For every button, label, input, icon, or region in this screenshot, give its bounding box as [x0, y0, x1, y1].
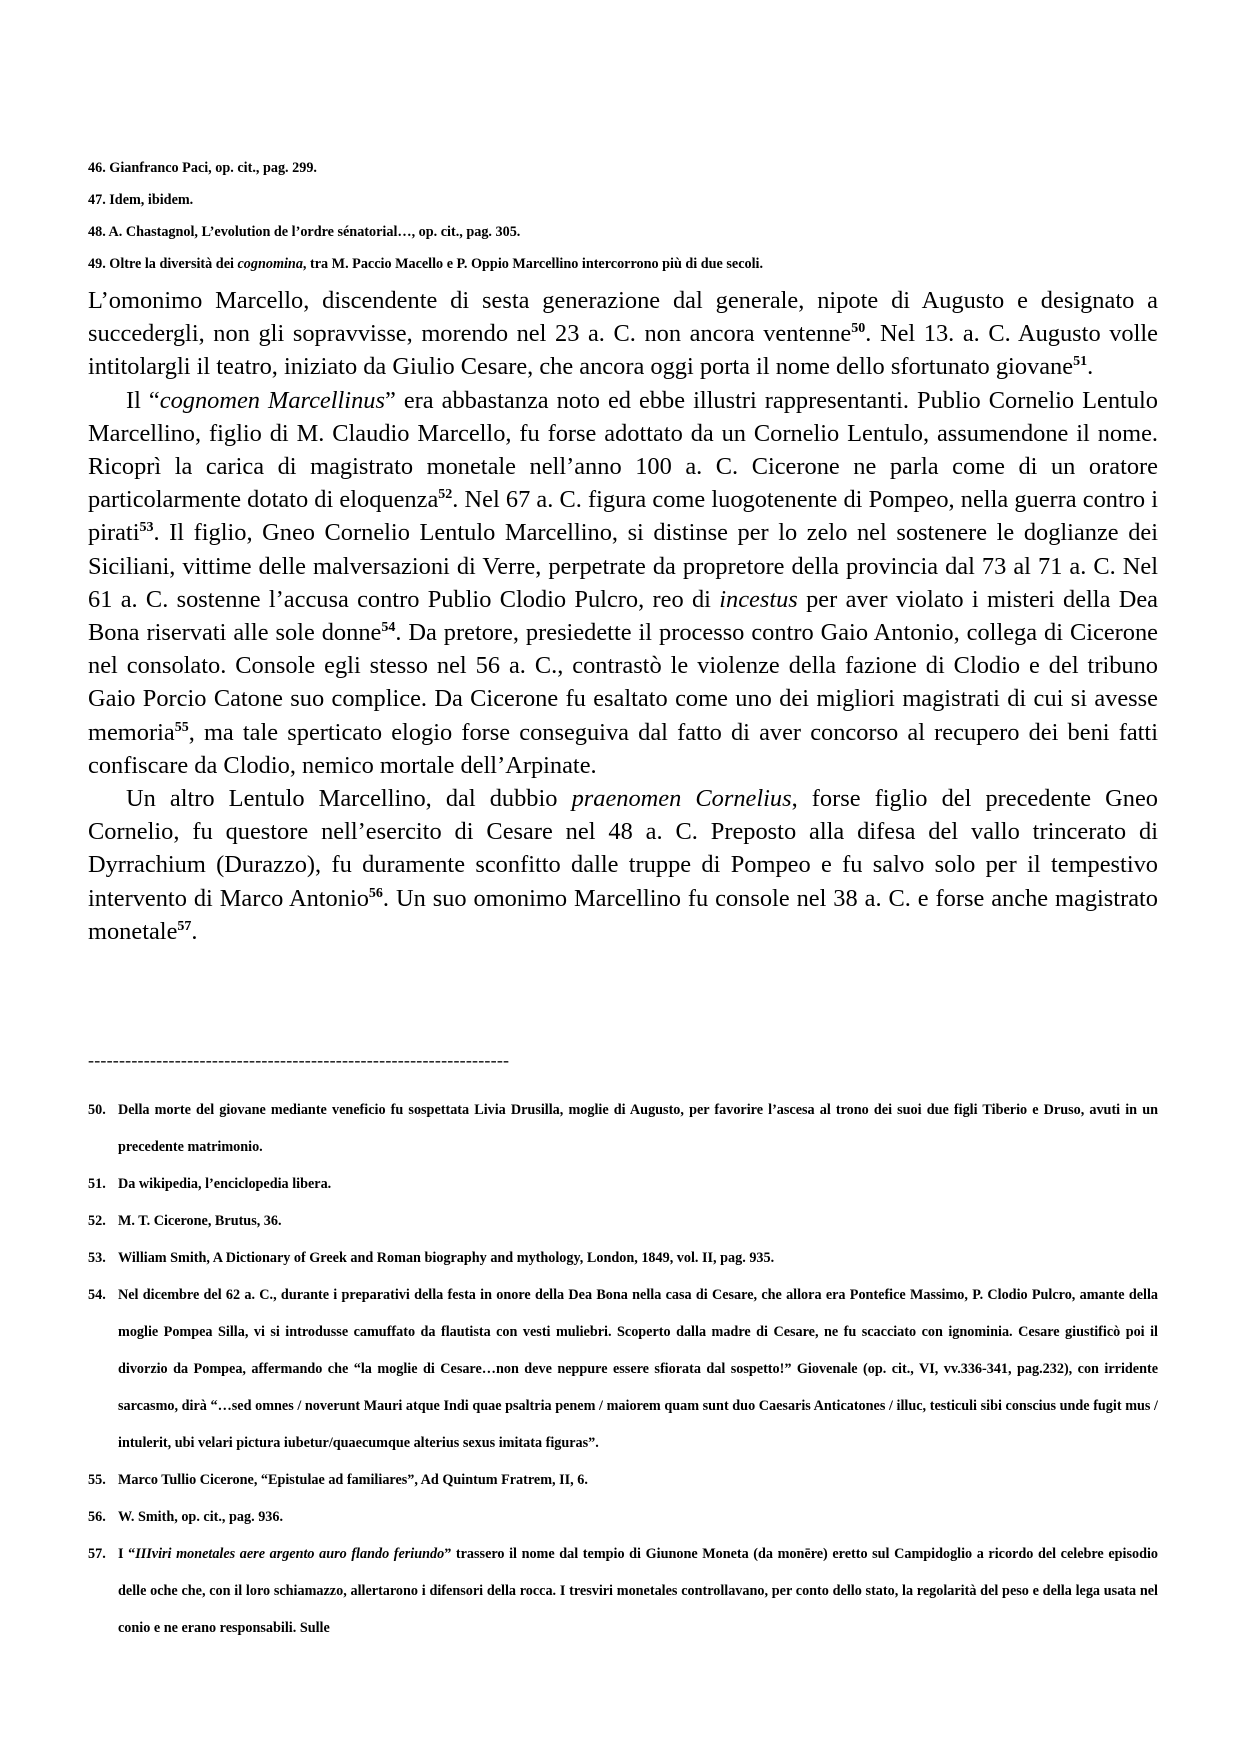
- text-run: .: [1087, 353, 1094, 381]
- paragraph-1: [88, 284, 1158, 384]
- footnote-ref-54[interactable]: 54: [381, 620, 396, 636]
- footnote-51: [88, 1166, 1158, 1203]
- footnote-text: Da wikipedia, l’enciclopedia libera.: [118, 1176, 332, 1192]
- footnote-text: , tra M. Paccio Macello e P. Oppio Marcellino intercorrono più di due secoli.: [302, 256, 764, 272]
- footnote-italic: cognomina: [237, 256, 303, 272]
- footnote-text: Marco Tullio Cicerone, “Epistulae ad familiares”, Ad Quintum Fratrem, II, 6.: [118, 1472, 588, 1488]
- footnote-ref-56[interactable]: 56: [368, 885, 383, 901]
- footnote-52: [88, 1203, 1158, 1240]
- footnote-number: 50.: [88, 1102, 106, 1118]
- text-run: . Un suo omonimo Marcellino fu console nel 38 a. C. e forse anche magistrato monetale: [88, 884, 1158, 945]
- paragraph-2: [88, 384, 1158, 782]
- footnote-number: 56.: [88, 1509, 106, 1525]
- footnote-text: Oltre la diversità dei: [109, 256, 238, 272]
- footnote-text: William Smith, A Dictionary of Greek and Roman biography and mythology, London, 1849, vol. II, pag. 935.: [118, 1250, 775, 1266]
- footnote-47: [88, 192, 1158, 224]
- footnote-57: [88, 1536, 1158, 1647]
- footnote-ref-55[interactable]: 55: [174, 719, 189, 735]
- footnote-number: 55.: [88, 1472, 106, 1488]
- footnote-text: W. Smith, op. cit., pag. 936.: [118, 1509, 284, 1525]
- footnote-number: 49.: [88, 256, 106, 272]
- footnote-number: 46.: [88, 160, 106, 176]
- footnote-48: [88, 224, 1158, 256]
- footnote-text: M. T. Cicerone, Brutus, 36.: [118, 1213, 282, 1229]
- text-run: , forse figlio del precedente Gneo Cornelio, fu questore nell’esercito di Cesare nel 48 a. C. Preposto alla difesa del vallo trincerato di Dyrrachium (Durazzo), fu duramente sconfitto dalle truppe di Pompeo e fu salvo solo per il tempestivo intervento di Marco Antonio: [88, 785, 1158, 912]
- footnote-ref-53[interactable]: 53: [139, 520, 154, 536]
- footnote-56: [88, 1499, 1158, 1536]
- text-run: ” era abbastanza noto ed ebbe illustri rappresentanti. Publio Cornelio Lentulo Marcellino, figlio di M. Claudio Marcello, fu forse adottato da un Cornelio Lentulo, assumendone il nome. Ricoprì la carica di magistrato monetale nell’anno 100 a. C. Cicerone ne parla come di un oratore particolarmente dotato di eloquenza: [88, 386, 1158, 514]
- text-run: . Da pretore, presiedette il processo contro Gaio Antonio, collega di Cicerone nel consolato. Console egli stesso nel 56 a. C., contrastò le violenze della fazione di Clodio e del tribuno Gaio Porcio Catone suo complice. Da Cicerone fu esaltato come uno dei migliori magistrati di cui si avesse memoria: [88, 619, 1158, 746]
- footnote-number: 53.: [88, 1250, 106, 1266]
- italic-term: cognomen Marcellinus: [159, 386, 385, 414]
- footnote-text: Nel dicembre del 62 a. C., durante i preparativi della festa in onore della Dea Bona nella casa di Cesare, che allora era Pontefice Massimo, P. Clodio Pulcro, amante della moglie Pompea Silla, vi si introdusse camuffato da flautista con vesti muliebri. Scoperto dalla madre di Cesare, ne fu scacciato con ignominia. Cesare giustificò poi il divorzio da Pompea, affermando che “la moglie di Cesare…non deve neppure essere sfiorata dal sospetto!” Giovenale (op. cit., VI, vv.336-341, pag.232), con irridente sarcasmo, dirà “…sed omnes / noverunt Mauri atque Indi quae psaltria penem / maiorem quam sunt duo Caesaris Anticatones / illuc, testiculi sibi conscius unde fugit mus / intulerit, ubi velari pictura iubetur/quaecumque alterius sexus imitata figuras”.: [118, 1287, 1158, 1451]
- footnote-text: Idem, ibidem.: [109, 192, 194, 208]
- italic-term: incestus: [719, 585, 798, 613]
- footnote-54: [88, 1277, 1158, 1462]
- text-run: . Nel 67 a. C. figura come luogotenente di Pompeo, nella guerra contro i pirati: [88, 486, 1158, 547]
- footnote-ref-51[interactable]: 51: [1073, 354, 1088, 370]
- bottom-footnotes: [88, 1092, 1158, 1647]
- footnote-number: 51.: [88, 1176, 106, 1192]
- footnote-number: 57.: [88, 1546, 106, 1562]
- italic-term: praenomen Cornelius: [571, 785, 792, 813]
- footnote-number: 54.: [88, 1287, 106, 1303]
- footnote-55: [88, 1462, 1158, 1499]
- footnote-text: I “: [118, 1546, 136, 1562]
- footnote-number: 47.: [88, 192, 106, 208]
- footnote-ref-52[interactable]: 52: [438, 487, 453, 503]
- text-run: L’omonimo Marcello, discendente di sesta generazione dal generale, nipote di Augusto e designato a succedergli, non gli sopravvisse, morendo nel 23 a. C. non ancora ventenne: [88, 287, 1158, 348]
- footnote-italic: IIIviri monetales aere argento auro flando feriundo: [135, 1546, 445, 1562]
- text-run: Un altro Lentulo Marcellino, dal dubbio: [126, 785, 572, 813]
- text-run: . Il figlio, Gneo Cornelio Lentulo Marcellino, si distinse per lo zelo nel sostenere le doglianze dei Siciliani, vittime delle malversazioni di Verre, perpetrate da propretore della provincia dal 73 al 71 a. C. Nel 61 a. C. sostenne l’accusa contro Publio Clodio Pulcro, reo di: [88, 519, 1158, 613]
- text-run: . Nel 13. a. C. Augusto volle intitolargli il teatro, iniziato da Giulio Cesare, che ancora oggi porta il nome dello sfortunato giovane: [88, 320, 1158, 381]
- text-run: Il “: [126, 386, 160, 414]
- footnote-50: [88, 1092, 1158, 1166]
- footnote-text: Gianfranco Paci, op. cit., pag. 299.: [109, 160, 317, 176]
- body-text: [88, 284, 1158, 948]
- footnote-text: ” trassero il nome dal tempio di Giunone Moneta (da monēre) eretto sul Campidoglio a ricordo del celebre episodio delle oche che, con il loro schiamazzo, allertarono i difensori della rocca. I tresviri monetales controllavano, per conto dello stato, la regolarità del peso e della lega usata nel conio e ne erano responsabili. Sulle: [118, 1546, 1158, 1636]
- footnote-ref-57[interactable]: 57: [177, 918, 192, 934]
- footnote-53: [88, 1240, 1158, 1277]
- footnote-separator: --------------------------------------------------------------------: [88, 1050, 510, 1070]
- footnote-49: [88, 256, 1158, 276]
- text-run: .: [191, 917, 198, 945]
- footnote-46: [88, 160, 1158, 192]
- paragraph-3: [88, 782, 1158, 948]
- text-run: per aver violato i misteri della Dea Bona riservati alle sole donne: [88, 585, 1158, 647]
- footnote-number: 52.: [88, 1213, 106, 1229]
- top-footnotes: [88, 160, 1158, 276]
- footnote-ref-50[interactable]: 50: [851, 321, 866, 337]
- footnote-text: Della morte del giovane mediante veneficio fu sospettata Livia Drusilla, moglie di Augusto, per favorire l’ascesa al trono dei suoi due figli Tiberio e Druso, avuti in un precedente matrimonio.: [118, 1102, 1158, 1155]
- text-run: , ma tale sperticato elogio forse conseguiva dal fatto di aver concorso al recupero dei beni fatti confiscare da Clodio, nemico mortale dell’Arpinate.: [88, 718, 1158, 779]
- footnote-text: A. Chastagnol, L’evolution de l’ordre sénatorial…, op. cit., pag. 305.: [108, 224, 521, 240]
- footnote-number: 48.: [88, 224, 106, 240]
